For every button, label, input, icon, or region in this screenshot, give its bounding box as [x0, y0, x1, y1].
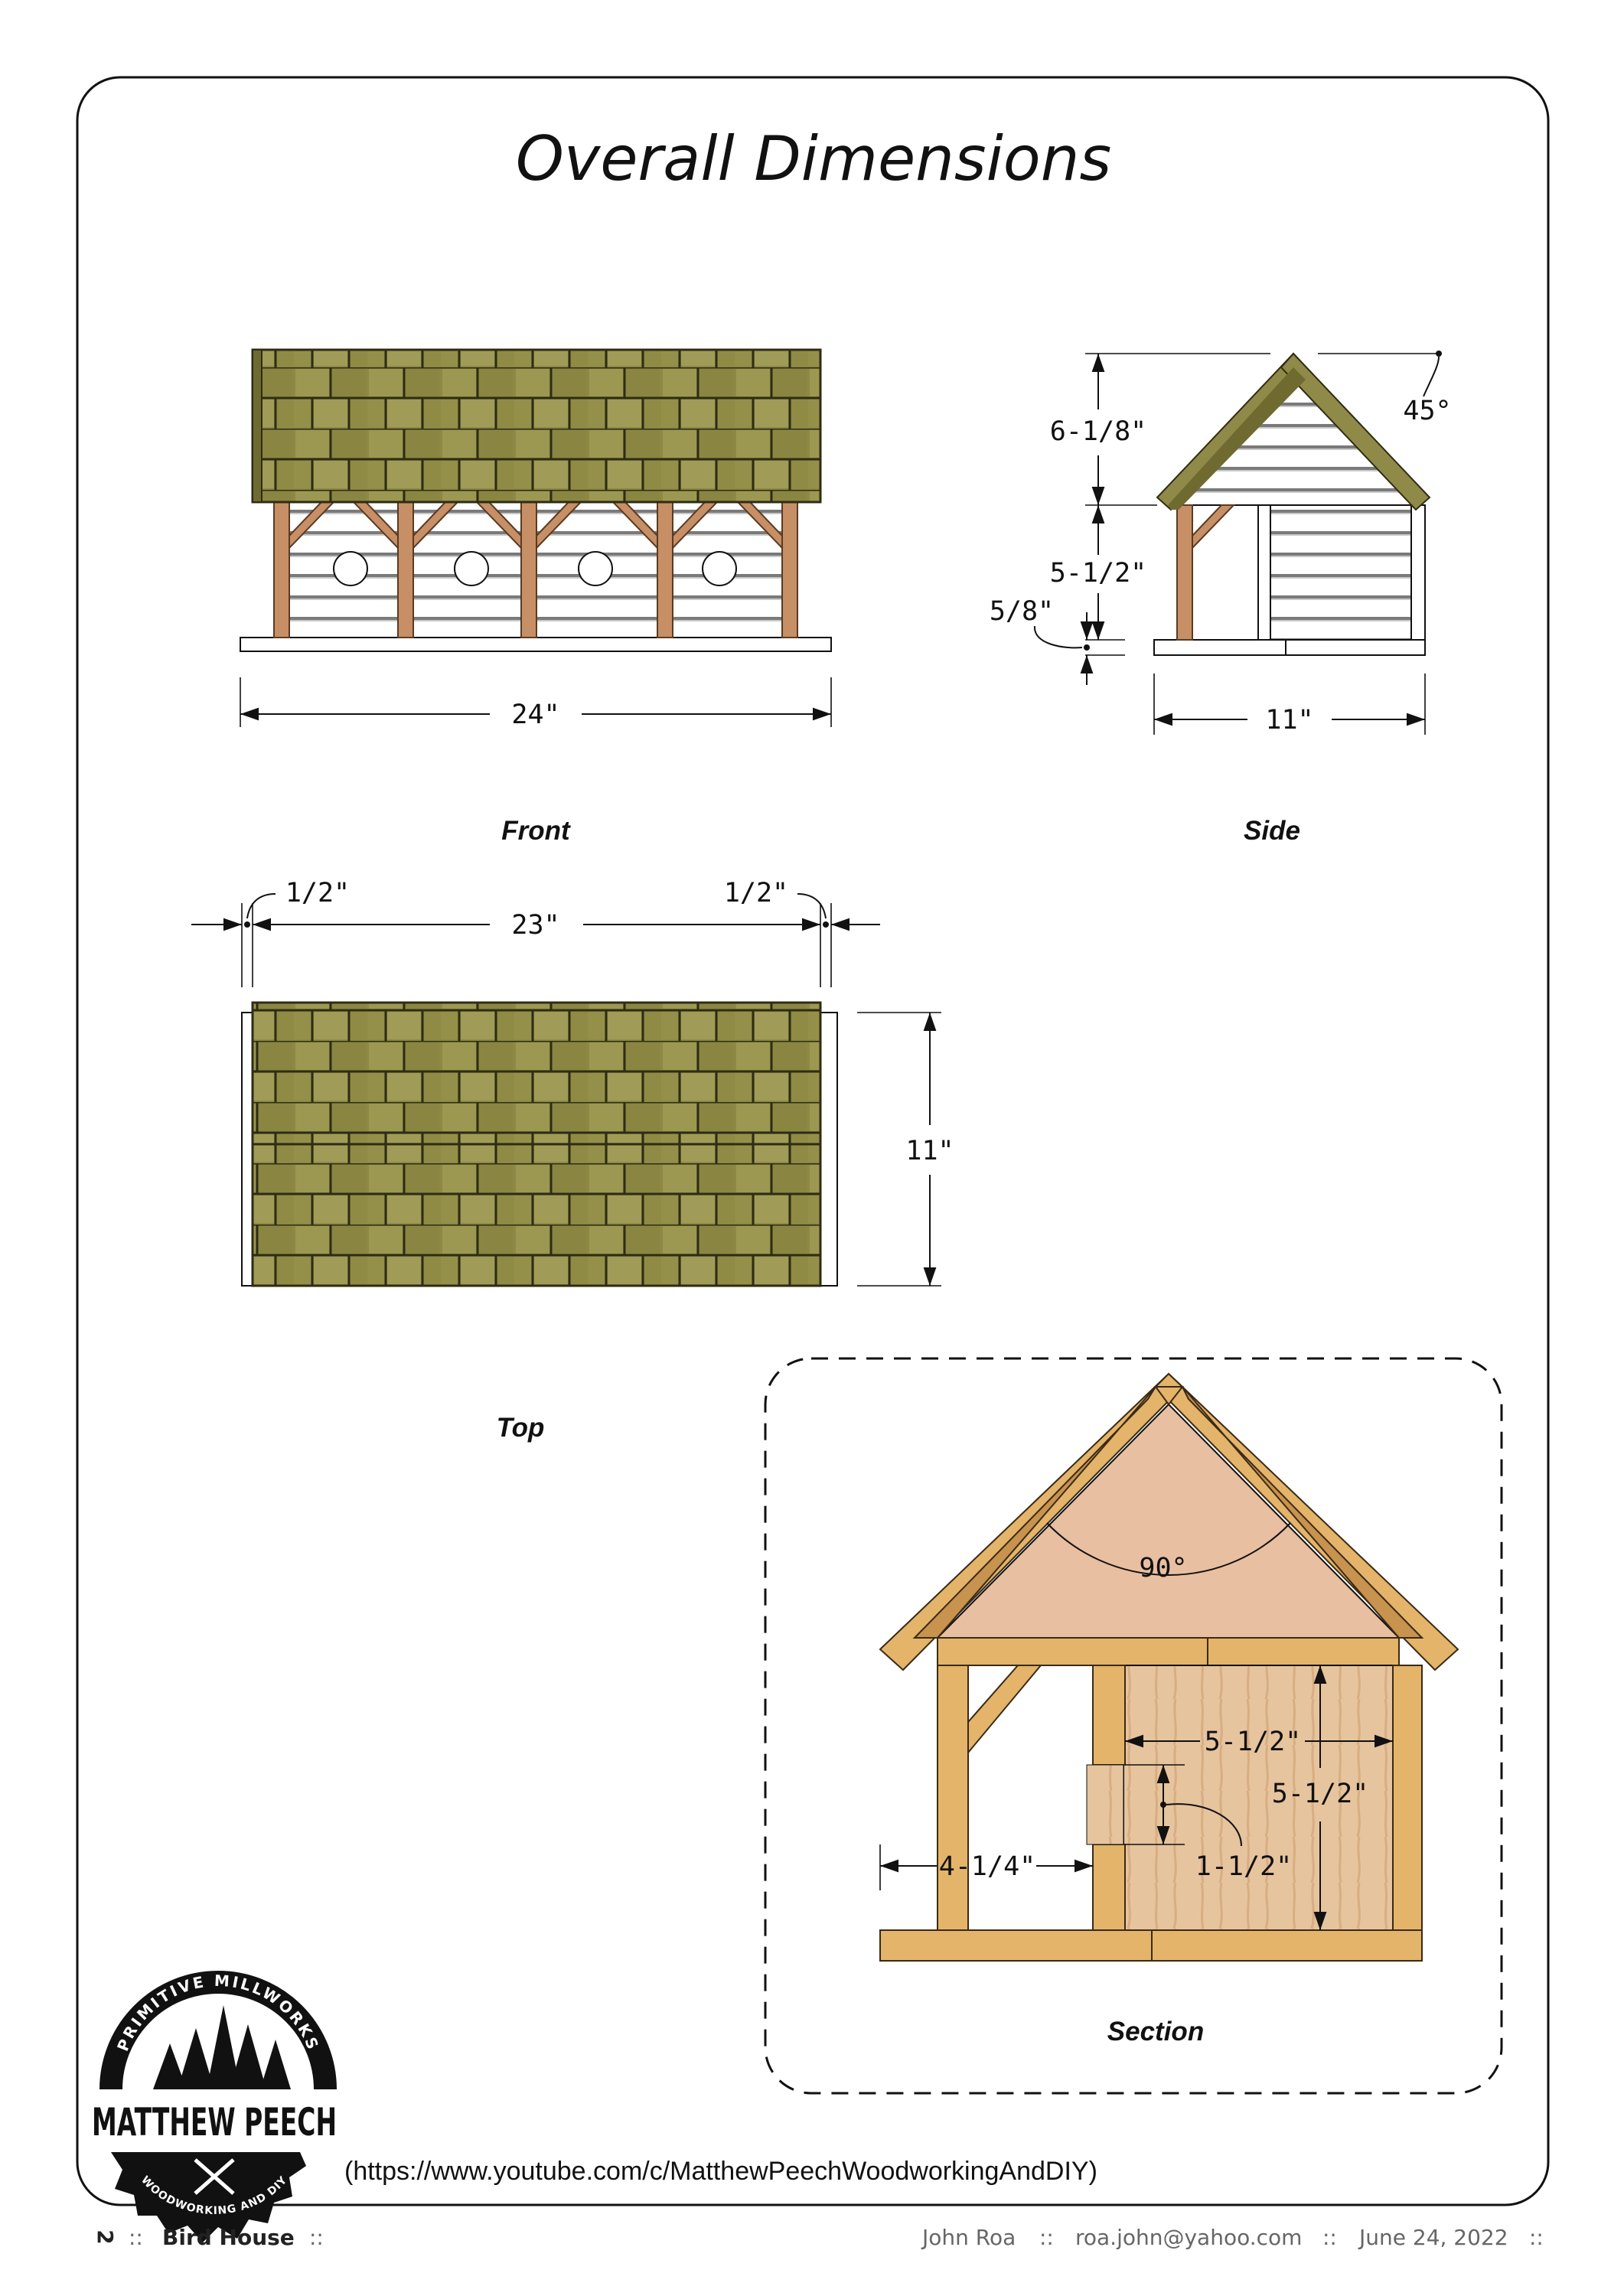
- side-wall-height-dim: 5-1/2": [1049, 558, 1147, 589]
- youtube-url: (https://www.youtube.com/c/MatthewPeechWoodworkingAndDIY): [344, 2157, 1097, 2186]
- footer-email: roa.john@yahoo.com: [1075, 2225, 1303, 2250]
- front-view: [240, 350, 831, 846]
- logo-trees-icon: [153, 2005, 291, 2089]
- section-room-width-dim: 5-1/2": [1204, 1727, 1302, 1757]
- side-base: [1154, 640, 1425, 655]
- section-label: Section: [1107, 2017, 1205, 2047]
- logo-name: MATTHEW PEECH: [92, 2100, 337, 2144]
- footer-sep-5: ::: [1529, 2225, 1544, 2250]
- section-room-height-dim: 5-1/2": [1271, 1779, 1369, 1809]
- front-width-dim: 24": [511, 700, 560, 730]
- top-left-overhang-dim: 1/2": [285, 878, 351, 908]
- footer-project: Bird House: [162, 2225, 295, 2250]
- top-label: Top: [496, 1413, 545, 1443]
- footer-sep-4: ::: [1322, 2225, 1337, 2250]
- footer-author: John Roa: [922, 2225, 1016, 2250]
- matthew-peech-logo: [86, 1971, 341, 2245]
- side-house-box: [1258, 505, 1411, 640]
- logo-sub-text: WOODWORKING AND DIY: [139, 2174, 290, 2217]
- section-porch-width-dim: 4-1/4": [938, 1851, 1036, 1882]
- section-angle-dim: 90°: [1139, 1553, 1188, 1583]
- footer-sep-1: ::: [129, 2225, 143, 2250]
- top-depth-dim: 11": [905, 1136, 954, 1166]
- section-view: [765, 1358, 1502, 2093]
- footer: [93, 2225, 1544, 2250]
- logo-arc-text: PRIMITIVE MILLWORKS: [113, 1971, 323, 2054]
- section-hole-offset-dim: 1-1/2": [1195, 1851, 1293, 1882]
- side-label: Side: [1244, 816, 1300, 846]
- page-title: Overall Dimensions: [515, 123, 1112, 194]
- section-gable: [938, 1404, 1399, 1638]
- top-inner-length-dim: 23": [511, 910, 560, 941]
- page-number: 2: [93, 2229, 118, 2245]
- footer-sep-2: ::: [309, 2225, 324, 2250]
- front-roof: [253, 350, 820, 502]
- side-base-dim: 5/8": [989, 596, 1055, 627]
- side-pitch-dim: 45°: [1403, 396, 1452, 426]
- side-roof-height-dim: 6-1/8": [1049, 416, 1147, 447]
- top-right-overhang-dim: 1/2": [723, 878, 789, 908]
- side-depth-dim: 11": [1265, 705, 1314, 735]
- side-view: [990, 351, 1452, 846]
- front-base: [240, 638, 831, 651]
- footer-date: June 24, 2022: [1359, 2225, 1508, 2250]
- footer-sep-3: ::: [1039, 2225, 1054, 2250]
- front-label: Front: [501, 816, 570, 846]
